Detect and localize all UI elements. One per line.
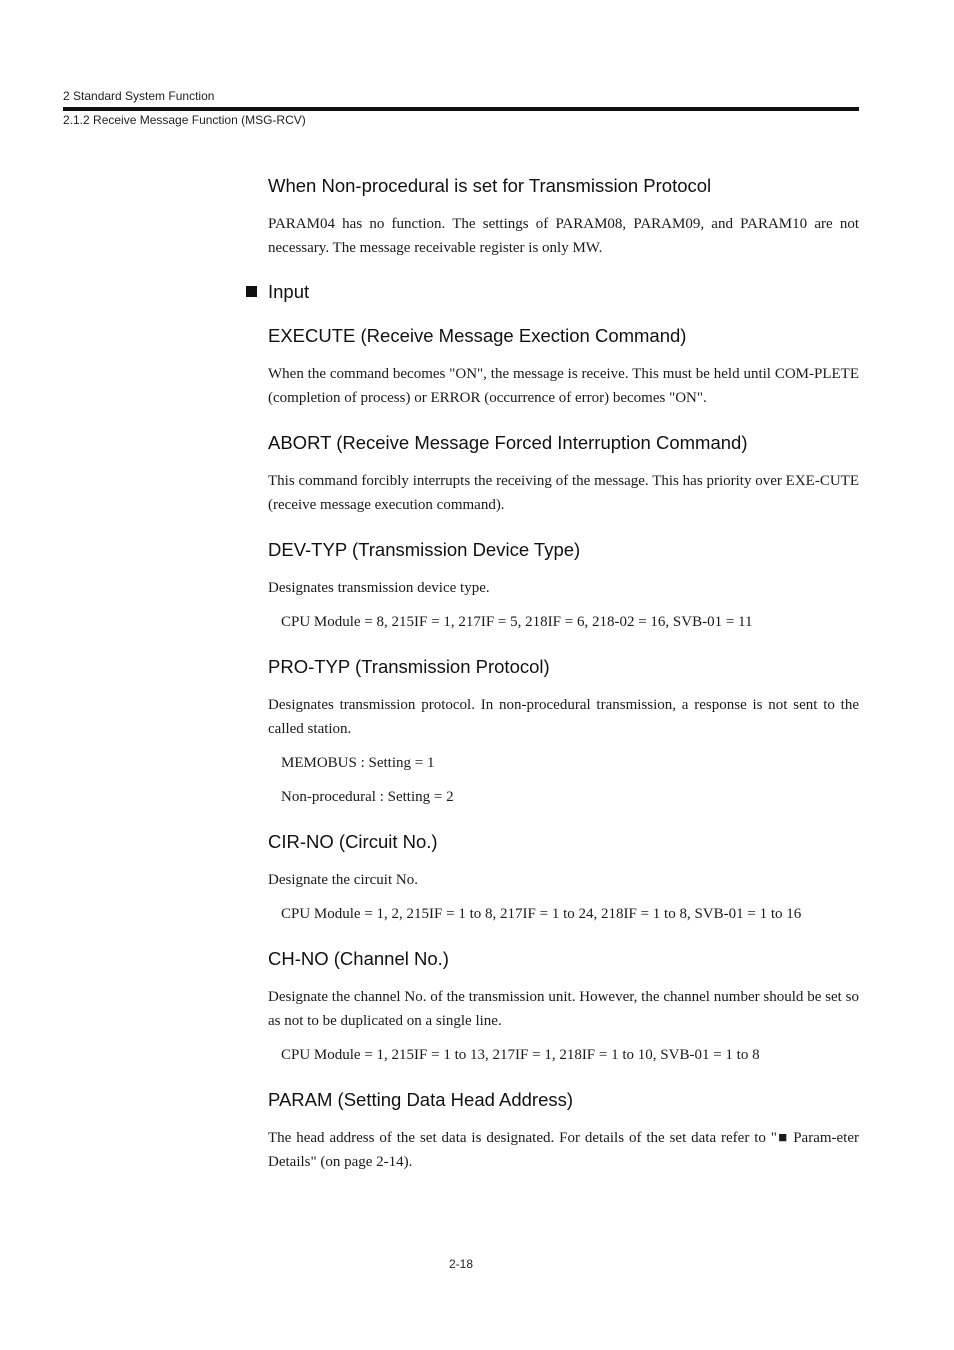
paragraph-execute: When the command becomes "ON", the message is receive. This must be held until COM-PLETE (completion of process) or ERROR (occurrence of error) becomes "ON". xyxy=(268,366,859,406)
page-number: 2-18 xyxy=(448,1257,474,1271)
paragraph-non-procedural: PARAM04 has no function. The settings of PARAM08, PARAM09, and PARAM10 are not necessary. The message receivable register is only MW. xyxy=(268,216,859,256)
main-content xyxy=(268,173,859,1174)
paragraph-dev-typ: Designates transmission device type. xyxy=(268,580,490,596)
heading-non-procedural: When Non-procedural is set for Transmission Protocol xyxy=(268,175,712,196)
heading-pro-typ: PRO-TYP (Transmission Protocol) xyxy=(268,656,550,677)
section-heading-input-label: Input xyxy=(268,281,310,302)
paragraph-pro-typ: Designates transmission protocol. In non-procedural transmission, a response is not sent to the called station. xyxy=(268,697,859,737)
paragraph-abort: This command forcibly interrupts the receiving of the message. This has priority over EXE-CUTE (receive message execution command). xyxy=(268,473,859,513)
heading-ch-no: CH-NO (Channel No.) xyxy=(268,948,449,969)
heading-cir-no: CIR-NO (Circuit No.) xyxy=(268,831,438,852)
heading-abort: ABORT (Receive Message Forced Interruption Command) xyxy=(268,432,748,453)
running-header-section: 2.1.2 Receive Message Function (MSG-RCV) xyxy=(63,113,306,127)
dev-typ-values: CPU Module = 8, 215IF = 1, 217IF = 5, 218IF = 6, 218-02 = 16, SVB-01 = 11 xyxy=(281,614,753,630)
section-heading-input xyxy=(268,279,859,305)
pro-typ-memobus: MEMOBUS : Setting = 1 xyxy=(281,755,435,771)
paragraph-cir-no: Designate the circuit No. xyxy=(268,872,418,888)
heading-execute: EXECUTE (Receive Message Exection Command) xyxy=(268,325,687,346)
cir-no-values: CPU Module = 1, 2, 215IF = 1 to 8, 217IF = 1 to 24, 218IF = 1 to 8, SVB-01 = 1 to 16 xyxy=(281,906,802,922)
ch-no-values: CPU Module = 1, 215IF = 1 to 13, 217IF = 1, 218IF = 1 to 10, SVB-01 = 1 to 8 xyxy=(281,1047,760,1063)
header-rule xyxy=(63,107,859,111)
pro-typ-non-procedural: Non-procedural : Setting = 2 xyxy=(281,789,454,805)
heading-param: PARAM (Setting Data Head Address) xyxy=(268,1089,574,1110)
square-bullet-icon xyxy=(246,286,257,297)
heading-dev-typ: DEV-TYP (Transmission Device Type) xyxy=(268,539,581,560)
running-header-chapter: 2 Standard System Function xyxy=(63,89,215,103)
paragraph-ch-no: Designate the channel No. of the transmission unit. However, the channel number should be set so as not to be duplicated on a single line. xyxy=(268,989,859,1029)
paragraph-param: The head address of the set data is designated. For details of the set data refer to "■ Param-eter Details" (on page 2-14). xyxy=(268,1130,859,1170)
